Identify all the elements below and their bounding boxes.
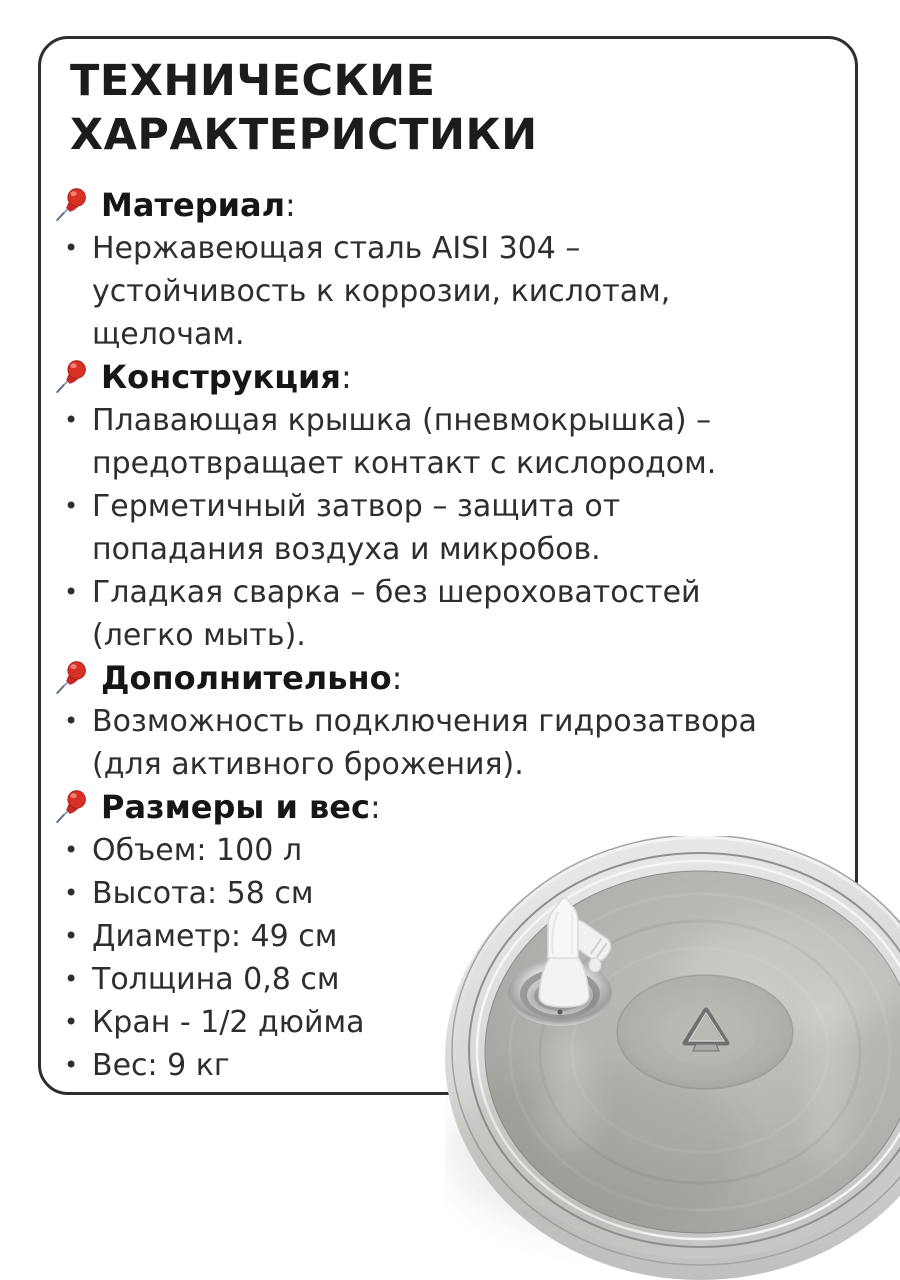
bullet-icon: •	[64, 578, 79, 606]
spec-text: попадания воздуха и микробов.	[92, 532, 601, 567]
pushpin-icon	[51, 658, 91, 698]
spec-bullet-line	[53, 571, 843, 614]
spec-bullet-line	[53, 399, 843, 442]
spec-bullet-line	[53, 442, 843, 485]
bullet-icon: •	[64, 707, 79, 735]
bullet-icon: •	[64, 1051, 79, 1079]
bullet-icon: •	[64, 836, 79, 864]
bullet-icon: •	[64, 965, 79, 993]
spec-text: (для активного брожения).	[92, 747, 524, 782]
pushpin-icon	[51, 357, 91, 397]
spec-bullet-line	[53, 743, 843, 786]
section-heading-label: Материал	[101, 186, 286, 224]
spec-text: Диаметр: 49 см	[92, 919, 338, 954]
page-title-line-1: ТЕХНИЧЕСКИЕ	[70, 56, 436, 106]
pushpin-icon	[51, 787, 91, 827]
spec-bullet-line	[53, 313, 843, 356]
spec-text: Гладкая сварка – без шероховатостей	[92, 575, 701, 610]
spec-text: Плавающая крышка (пневмокрышка) –	[92, 403, 712, 438]
spec-text: Возможность подключения гидрозатвора	[92, 704, 757, 739]
spec-bullet-line	[53, 485, 843, 528]
pushpin-icon	[51, 357, 91, 397]
pushpin-icon	[51, 658, 91, 698]
spec-text: Вес: 9 кг	[92, 1048, 230, 1083]
section-heading-colon: :	[340, 358, 352, 396]
section-heading	[53, 657, 843, 700]
bullet-icon: •	[64, 879, 79, 907]
spec-text: щелочам.	[92, 317, 245, 352]
pushpin-icon	[51, 185, 91, 225]
spec-bullet-line	[53, 614, 843, 657]
pushpin-icon	[51, 185, 91, 225]
spec-text: Высота: 58 см	[92, 876, 314, 911]
bullet-icon: •	[64, 1008, 79, 1036]
spec-text: Толщина 0,8 см	[92, 962, 340, 997]
section-heading-colon: :	[391, 659, 403, 697]
spec-bullet-line	[53, 700, 843, 743]
spec-bullet-line	[53, 270, 843, 313]
section-heading	[53, 356, 843, 399]
section-heading-label: Размеры и вес	[101, 788, 370, 826]
spec-text: Герметичный затвор – защита от	[92, 489, 621, 524]
spec-text: устойчивость к коррозии, кислотам,	[92, 274, 671, 309]
spec-text: предотвращает контакт с кислородом.	[92, 446, 717, 481]
bullet-icon: •	[64, 234, 79, 262]
page-title	[70, 54, 843, 162]
section-heading-label: Дополнительно	[101, 659, 392, 697]
lid-center-depression	[617, 975, 793, 1089]
bullet-icon: •	[64, 492, 79, 520]
section-heading-colon: :	[285, 186, 296, 224]
spec-text: Нержавеющая сталь AISI 304 –	[92, 231, 581, 266]
section-heading	[53, 184, 843, 227]
pushpin-icon	[51, 787, 91, 827]
bullet-icon: •	[64, 406, 79, 434]
spec-text: Кран - 1/2 дюйма	[92, 1005, 365, 1040]
section-heading-label: Конструкция	[101, 358, 341, 396]
spec-text: Объем: 100 л	[92, 833, 303, 868]
section-heading	[53, 786, 843, 829]
spec-bullet-line	[53, 528, 843, 571]
spec-text: (легко мыть).	[92, 618, 306, 653]
product-photo-steel-lid	[445, 836, 900, 1280]
bullet-icon: •	[64, 922, 79, 950]
section-heading-colon: :	[369, 788, 381, 826]
page-title-line-2: ХАРАКТЕРИСТИКИ	[70, 110, 538, 160]
spec-bullet-line	[53, 227, 843, 270]
